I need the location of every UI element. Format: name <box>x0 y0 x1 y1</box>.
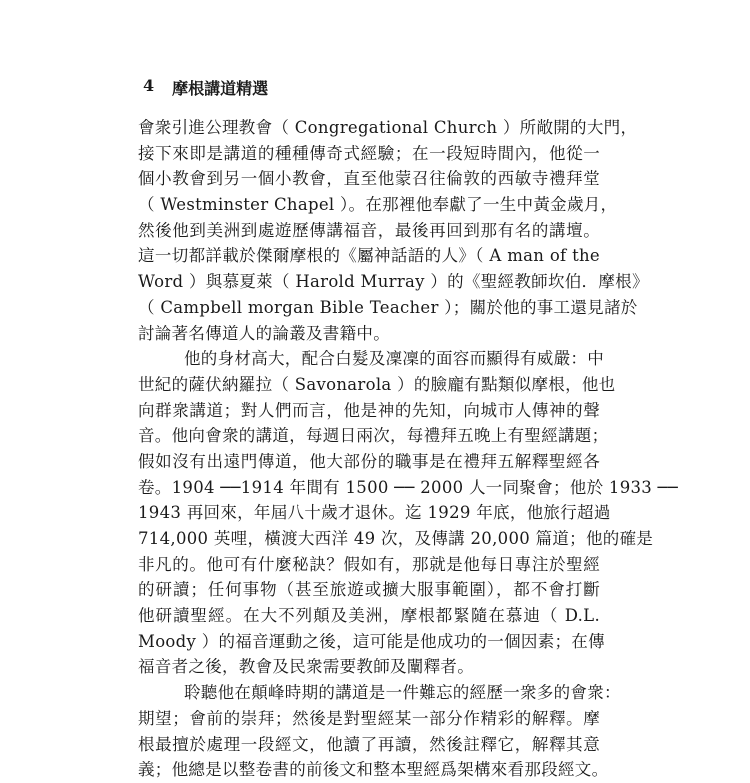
page-number: 4 <box>143 76 155 95</box>
text-line: 世紀的薩伏納羅拉（ Savonarola ）的臉龐有點類似摩根，他也 <box>138 374 616 394</box>
paragraph <box>138 680 621 783</box>
text-line: 的研讀；任何事物（甚至旅遊或擴大服事範圍），都不會打斷 <box>138 580 600 600</box>
text-line: 1943 再回來，年屆八十歲才退休。迄 1929 年底，他旅行超過 <box>138 503 611 523</box>
text-line: 討論著名傳道人的論叢及書籍中。 <box>138 323 390 343</box>
text-line: Moody ）的福音運動之後，這可能是他成功的一個因素；在傳 <box>138 631 605 651</box>
text-line: 接下來即是講道的種種傳奇式經驗；在一段短時間內，他從一 <box>138 143 600 163</box>
paragraph <box>138 346 679 680</box>
running-header <box>143 76 268 99</box>
text-line: Word ）與慕夏萊（ Harold Murray ）的《聖經教師坎伯．摩根》 <box>138 272 649 292</box>
text-line: 這一切都詳載於傑爾摩根的《屬神話語的人》（ A man of the <box>138 246 600 266</box>
text-line: 會衆引進公理教會（ Congregational Church ）所敞開的大門， <box>138 118 638 137</box>
text-line: 假如沒有出遠門傳道，他大部份的職事是在禮拜五解釋聖經各 <box>138 451 600 471</box>
text-line: 音。他向會衆的講道，每週日兩次，每禮拜五晚上有聖經講題； <box>138 426 609 446</box>
paragraph <box>138 115 649 346</box>
text-line: 期望；會前的崇拜；然後是對聖經某一部分作精彩的解釋。摩 <box>138 708 600 728</box>
text-line: 他的身材高大，配合白髮及凜凜的面容而顯得有威嚴：中 <box>184 349 604 369</box>
text-line: 向群衆講道；對人們而言，他是神的先知，向城市人傳神的聲 <box>138 400 600 420</box>
text-line: 卷。1904 ──1914 年間有 1500 ── 2000 人一同聚會；他於 1933 ── <box>138 477 679 497</box>
text-line: （ Westminster Chapel ）。在那裡他奉獻了一生中黃金歲月， <box>138 195 618 215</box>
text-line: （ Campbell morgan Bible Teacher ）；關於他的事工還見諸於 <box>138 297 638 317</box>
text-line: 他研讀聖經。在大不列顛及美洲，摩根都緊隨在慕迪（ D.L. <box>138 606 600 626</box>
text-line: 義；他總是以整卷書的前後文和整本聖經爲架構來看那段經文。 <box>138 760 609 780</box>
text-line: 福音者之後，教會及民衆需要教師及闡釋者。 <box>138 657 474 677</box>
text-line: 然後他到美洲到處遊歷傳講福音，最後再回到那有名的講壇。 <box>138 220 600 240</box>
text-line: 根最擅於處理一段經文，他讀了再讀，然後註釋它，解釋其意 <box>138 734 600 754</box>
text-line: 714,000 英哩，橫渡大西洋 49 次，及傳講 20,000 篇道；他的確是 <box>138 529 654 548</box>
body-text <box>138 115 679 783</box>
text-line: 非凡的。他可有什麼秘訣？假如有，那就是他每日專注於聖經 <box>138 554 600 574</box>
text-line: 聆聽他在顛峰時期的講道是一件難忘的經歷一衆多的會衆： <box>184 683 621 703</box>
text-line: 個小教會到另一個小教會，直至他蒙召往倫敦的西敏寺禮拜堂 <box>138 169 600 189</box>
book-title: 摩根講道精選 <box>172 79 269 98</box>
